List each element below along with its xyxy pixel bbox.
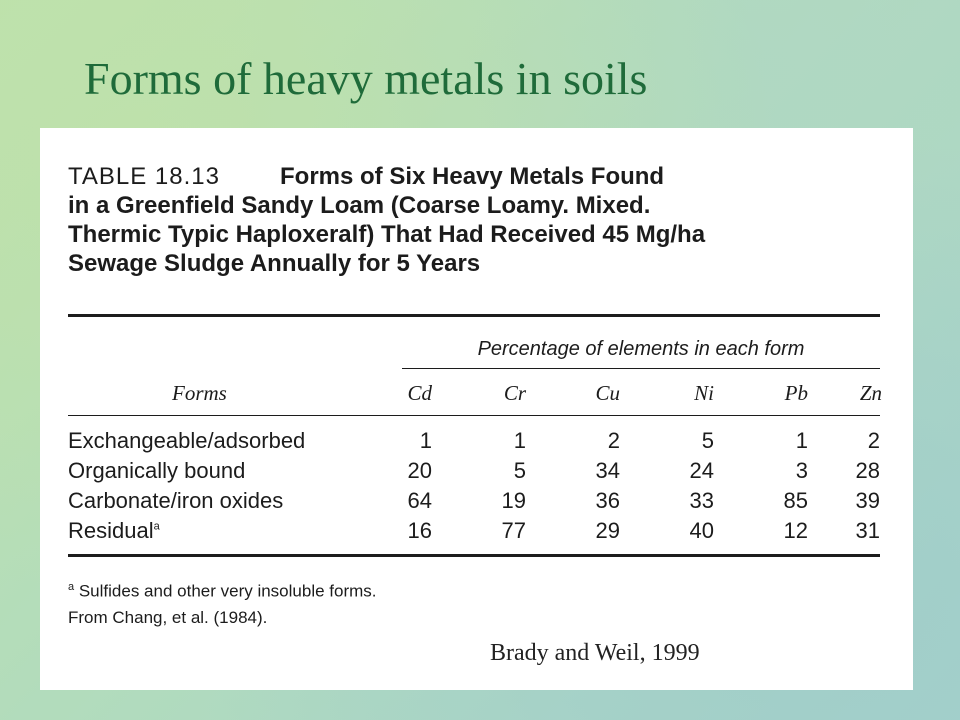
- table-cell: 40: [689, 518, 714, 543]
- column-header-zn: Zn: [859, 381, 882, 405]
- table-cell: 34: [595, 458, 620, 483]
- top-rule: [68, 314, 880, 317]
- row-label: Organically bound: [68, 458, 246, 483]
- table-cell: 3: [795, 458, 808, 483]
- table-cell: 1: [419, 428, 432, 453]
- footnote-text: Sulfides and other very insoluble forms.: [74, 581, 377, 601]
- row-label: Exchangeable/adsorbed: [68, 428, 306, 453]
- column-header-pb: Pb: [784, 381, 808, 405]
- footnote-mark: a: [68, 581, 75, 593]
- table-row: [68, 458, 880, 488]
- slide-credit: Brady and Weil, 1999: [490, 640, 700, 666]
- table-card: [40, 128, 913, 690]
- column-header-ni: Ni: [694, 381, 714, 405]
- table-cell: 19: [501, 488, 526, 513]
- table-cell: 2: [867, 428, 880, 453]
- table-cell: 36: [595, 488, 620, 513]
- table-cell: 64: [407, 488, 432, 513]
- bottom-rule: [68, 554, 880, 557]
- group-header: Percentage of elements in each form: [477, 338, 805, 360]
- table-row: [68, 518, 880, 548]
- table-cell: 31: [855, 518, 880, 543]
- table-cell: 29: [595, 518, 620, 543]
- table-cell: 33: [689, 488, 714, 513]
- column-header-cd: Cd: [407, 381, 432, 405]
- row-label-text: Residual: [68, 518, 154, 543]
- column-header-cu: Cu: [595, 381, 620, 405]
- table-title-line-1: Forms of Six Heavy Metals Found: [280, 163, 665, 190]
- table-cell: 20: [407, 458, 432, 483]
- table-cell: 39: [855, 488, 880, 513]
- table-row: [68, 488, 880, 518]
- footnote-marker: a: [153, 520, 160, 533]
- table-row: [68, 428, 880, 458]
- table-footnote: [68, 574, 377, 631]
- table-cell: 1: [795, 428, 808, 453]
- table-heading: [68, 162, 868, 278]
- table-title-line-4: Sewage Sludge Annually for 5 Years: [68, 250, 481, 277]
- header-rule: [68, 415, 880, 416]
- group-header-rule: [402, 368, 880, 369]
- table-title-line-2: in a Greenfield Sandy Loam (Coarse Loamy. Mixed.: [68, 192, 651, 219]
- table-number: TABLE 18.13: [68, 163, 220, 190]
- table-cell: 12: [783, 518, 808, 543]
- table-title-line-3: Thermic Typic Haploxeralf) That Had Received 45 Mg/ha: [68, 221, 706, 248]
- row-label: Carbonate/iron oxides: [68, 488, 284, 513]
- table-cell: 1: [513, 428, 526, 453]
- table-cell: 28: [855, 458, 880, 483]
- forms-header: Forms: [172, 381, 227, 405]
- table-cell: 24: [689, 458, 714, 483]
- table-cell: 16: [407, 518, 432, 543]
- table-cell: 5: [513, 458, 526, 483]
- table-cell: 2: [607, 428, 620, 453]
- table-cell: 5: [701, 428, 714, 453]
- table-cell: 77: [501, 518, 526, 543]
- row-label: [68, 518, 160, 544]
- column-header-cr: Cr: [503, 381, 526, 405]
- slide-title: Forms of heavy metals in soils: [84, 53, 648, 104]
- table-cell: 85: [783, 488, 808, 513]
- table-source: From Chang, et al. (1984).: [68, 607, 268, 627]
